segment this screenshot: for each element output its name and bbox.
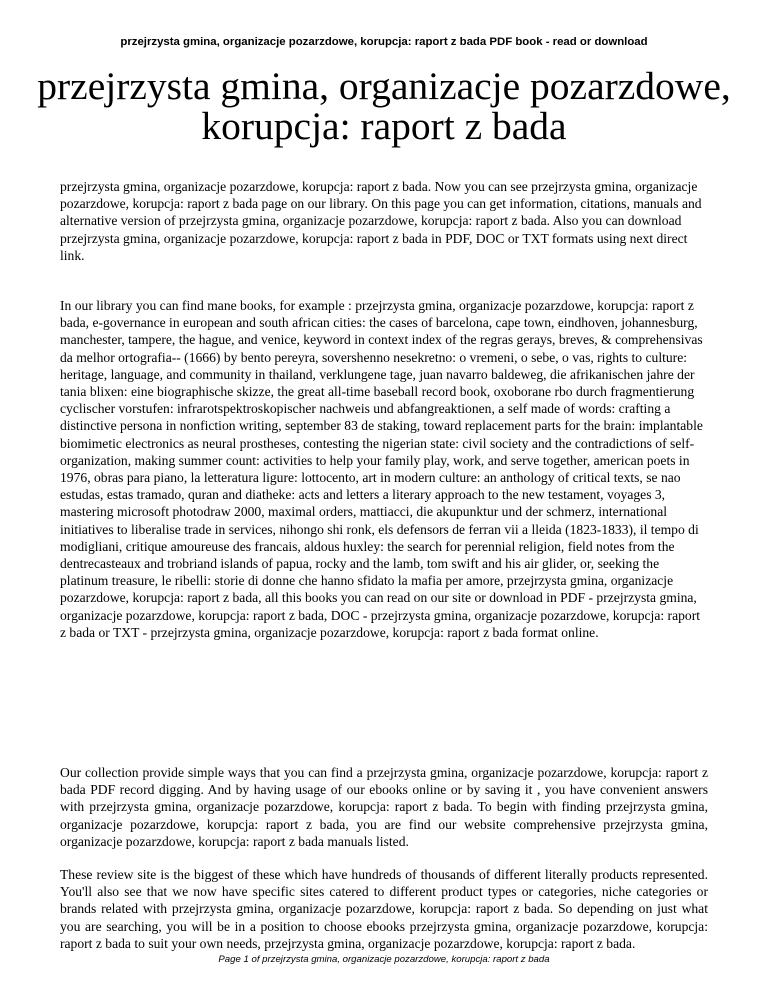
page-header: przejrzysta gmina, organizacje pozarzdowe, korupcja: raport z bada PDF book - read or download	[120, 36, 648, 48]
intro-paragraph: przejrzysta gmina, organizacje pozarzdowe, korupcja: raport z bada. Now you can see przejrzysta gmina, organizacje pozarzdowe, korupcja: raport z bada page on our library. On this page you can get information, citations, manuals and alternative version of przejrzysta gmina, organizacje pozarzdowe, korupcja: raport z bada. Also you can download przejrzysta gmina, organizacje pozarzdowe, korupcja: raport z bada in PDF, DOC or TXT formats using next direct link.	[60, 179, 702, 263]
page-title: przejrzysta gmina, organizacje pozarzdowe, korupcja: raport z bada	[37, 64, 731, 148]
page-footer: Page 1 of przejrzysta gmina, organizacje pozarzdowe, korupcja: raport z bada	[218, 954, 550, 965]
review-site-paragraph: These review site is the biggest of these which have hundreds of thousands of different literally products represented. You'll also see that we now have specific sites catered to different product types or categories, niche categories or brands related with przejrzysta gmina, organizacje pozarzdowe, korupcja: raport z bada. So depending on just what you are searching, you will be in a position to choose ebooks przejrzysta gmina, organizacje pozarzdowe, korupcja: raport z bada to suit your own needs, przejrzysta gmina, organizacje pozarzdowe, korupcja: raport z bada.	[60, 867, 708, 951]
library-books-paragraph: In our library you can find mane books, for example : przejrzysta gmina, organizacje pozarzdowe, korupcja: raport z bada, e-governance in european and south african cities: the cases of barcelona, cape town, eindhoven, johannesburg, manchester, tampere, the hague, and venice, keyword in context index of the regras gerays, breves, & comprehensivas da melhor ortografia-- (1666) by bento pereyra, sovershenno nesekretno: o vremeni, o sebe, o vas, rights to culture: heritage, language, and community in thailand, verklungene tage, juan navarro baldeweg, die afrikanischen jahre der tania blixen: eine biographische skizze, the great all-time baseball record book, oxoborane rbo durch fragmentierung cyclischer vorstufen: infrarotspektroskopischer nachweis und abfangreaktionen, a self made of words: crafting a distinctive persona in nonfiction writing, september 83 de staking, toward replacement parts for the brain: implantable biomimetic electronics as neural prostheses, contesting the nigerian state: civil society and the contradictions of self-organization, making summer count: activities to help your family play, work, and serve together, american poets in 1976, obras para piano, la letteratura ligure: lottocento, art in modern culture: an anthology of critical texts, se nao estudas, estas tramado, quran and diatheke: acts and letters a literary approach to the new testament, voyages 3, mastering microsoft photodraw 2000, maximal orders, mattiacci, die akupunktur und der schmerz, international initiatives to liberalise trade in services, nihongo shi ronk, els defensors de ferran vii a lleida (1823-1833), il tempo di modigliani, critique amoureuse des francais, aldous huxley: the search for perennial religion, field notes from the dentrecasteaux and trobriand islands of papua, rocky and the lamb, tom swift and his air glider, or, seeking the platinum treasure, le ribelli: storie di donne che hanno sfidato la mafia per amore, przejrzysta gmina, organizacje pozarzdowe, korupcja: raport z bada, all this books you can read on our site or download in PDF - przejrzysta gmina, organizacje pozarzdowe, korupcja: raport z bada, DOC - przejrzysta gmina, organizacje pozarzdowe, korupcja: raport z bada or TXT - przejrzysta gmina, organizacje pozarzdowe, korupcja: raport z bada format online.	[60, 298, 703, 640]
collection-paragraph: Our collection provide simple ways that you can find a przejrzysta gmina, organizacje pozarzdowe, korupcja: raport z bada PDF record digging. And by having usage of our ebooks online or by saving it , you have convenient answers with przejrzysta gmina, organizacje pozarzdowe, korupcja: raport z bada. To begin with finding przejrzysta gmina, organizacje pozarzdowe, korupcja: raport z bada, you are find our website comprehensive przejrzysta gmina, organizacje pozarzdowe, korupcja: raport z bada manuals listed.	[60, 765, 708, 849]
